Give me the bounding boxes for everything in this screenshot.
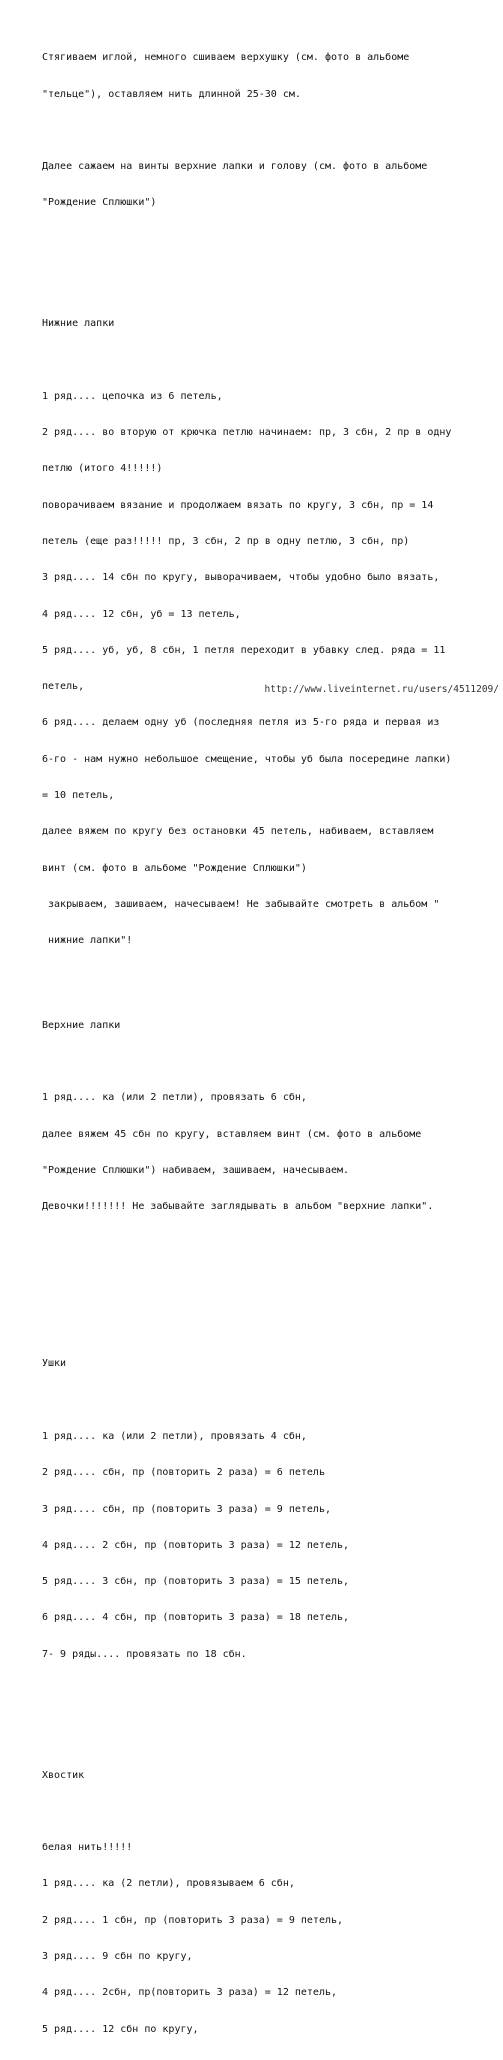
lower-paws-line: = 10 петель, bbox=[42, 790, 115, 801]
blank-line bbox=[42, 355, 494, 367]
watermark-url: http://www.liveinternet.ru/users/4511209/ bbox=[264, 684, 499, 695]
tail-line: 3 ряд.... 9 сбн по кругу, bbox=[42, 1951, 193, 1962]
upper-paws-line: "Рождение Сплюшки") набиваем, зашиваем, начесываем. bbox=[42, 1164, 350, 1176]
ears-line: 1 ряд.... ка (или 2 петли), провязать 4 сбн, bbox=[42, 1430, 307, 1442]
tail-line: белая нить!!!!! bbox=[42, 1842, 133, 1854]
lower-paws-line: поворачиваем вязание и продолжаем вязать по кругу, 3 сбн, пр = 14 bbox=[42, 499, 434, 511]
lower-paws-line: 2 ряд.... во вторую от крючка петлю начинаем: пр, 3 сбн, 2 пр в одну bbox=[42, 427, 452, 439]
intro-line: "тельце"), оставляем нить длинной 25-30 см. bbox=[42, 88, 301, 100]
blank-line bbox=[42, 1806, 494, 1818]
blank-line bbox=[42, 1056, 494, 1068]
lower-paws-line: далее вяжем по кругу без остановки 45 петель, набиваем, вставляем bbox=[42, 826, 434, 838]
section-title-ears: Ушки bbox=[42, 1358, 67, 1370]
ears-line: 7- 9 ряды.... провязать по 18 сбн. bbox=[42, 1648, 247, 1660]
tail-line: 1 ряд.... ка (2 петли), провязываем 6 сбн, bbox=[42, 1878, 295, 1890]
blank-line bbox=[42, 125, 494, 137]
lower-paws-line: 6 ряд.... делаем одну уб (последняя петля из 5-го ряда и первая из bbox=[42, 717, 440, 729]
upper-paws-line: 1 ряд.... ка (или 2 петли), провязать 6 сбн, bbox=[42, 1092, 307, 1104]
blank-line bbox=[42, 1310, 494, 1322]
lower-paws-line: 3 ряд.... 14 сбн по кругу, выворачиваем, чтобы удобно было вязать, bbox=[42, 572, 440, 584]
tail-line: 2 ряд.... 1 сбн, пр (повторить 3 раза) = 9 петель, bbox=[42, 1914, 344, 1926]
blank-line bbox=[42, 1685, 494, 1697]
ears-line: 3 ряд.... сбн, пр (повторить 3 раза) = 9 петель, bbox=[42, 1503, 331, 1515]
blank-line bbox=[42, 234, 494, 246]
ears-line: 6 ряд.... 4 сбн, пр (повторить 3 раза) = 18 петель, bbox=[42, 1612, 350, 1624]
lower-paws-line: 5 ряд.... уб, уб, 8 сбн, 1 петля переходит в убавку след. ряда = 11 bbox=[42, 644, 446, 656]
tail-line: 4 ряд.... 2сбн, пр(повторить 3 раза) = 12 петель, bbox=[42, 1987, 338, 1999]
intro2-line: Далее сажаем на винты верхние лапки и голову (см. фото в альбоме bbox=[42, 161, 428, 173]
section-title-upper-paws: Верхние лапки bbox=[42, 1019, 121, 1031]
upper-paws-line: далее вяжем 45 сбн по кругу, вставляем винт (см. фото в альбоме bbox=[42, 1128, 422, 1140]
tail-line: 5 ряд.... 12 сбн по кругу, bbox=[42, 2023, 199, 2035]
intro2-line: "Рождение Сплюшки") bbox=[42, 197, 157, 209]
blank-line bbox=[42, 1721, 494, 1733]
upper-paws-line: Девочки!!!!!!! Не забывайте заглядывать в альбом "верхние лапки". bbox=[42, 1201, 434, 1213]
blank-line bbox=[42, 1237, 494, 1249]
lower-paws-line: 6-го - нам нужно небольшое смещение, чтобы уб была посередине лапки) bbox=[42, 753, 452, 765]
lower-paws-line: 4 ряд.... 12 сбн, уб = 13 петель, bbox=[42, 608, 241, 620]
ears-line: 4 ряд.... 2 сбн, пр (повторить 3 раза) = 12 петель, bbox=[42, 1539, 350, 1551]
ears-line: 5 ряд.... 3 сбн, пр (повторить 3 раза) = 15 петель, bbox=[42, 1576, 350, 1588]
lower-paws-line: нижние лапки"! bbox=[42, 935, 133, 947]
lower-paws-line: петель (еще раз!!!!! пр, 3 сбн, 2 пр в одну петлю, 3 сбн, пр) bbox=[42, 536, 410, 548]
blank-line bbox=[42, 1274, 494, 1286]
section-title-tail: Хвостик bbox=[42, 1769, 85, 1781]
section-title-lower-paws: Нижние лапки bbox=[42, 318, 115, 330]
lower-paws-line: винт (см. фото в альбоме "Рождение Сплюшки") bbox=[42, 862, 307, 874]
intro-line: Стягиваем иглой, немного сшиваем верхушку (см. фото в альбоме bbox=[42, 52, 410, 64]
ears-line: 2 ряд.... сбн, пр (повторить 2 раза) = 6 петель bbox=[42, 1467, 325, 1479]
blank-line bbox=[42, 1395, 494, 1407]
lower-paws-line: закрываем, зашиваем, начесываем! Не забывайте смотреть в альбом " bbox=[42, 898, 440, 910]
blank-line bbox=[42, 971, 494, 983]
lower-paws-line: петлю (итого 4!!!!!) bbox=[42, 463, 163, 475]
lower-paws-line: 1 ряд.... цепочка из 6 петель, bbox=[42, 390, 223, 402]
blank-line bbox=[42, 270, 494, 282]
document-text bbox=[42, 16, 494, 2060]
lower-paws-line: петель, bbox=[42, 681, 85, 693]
